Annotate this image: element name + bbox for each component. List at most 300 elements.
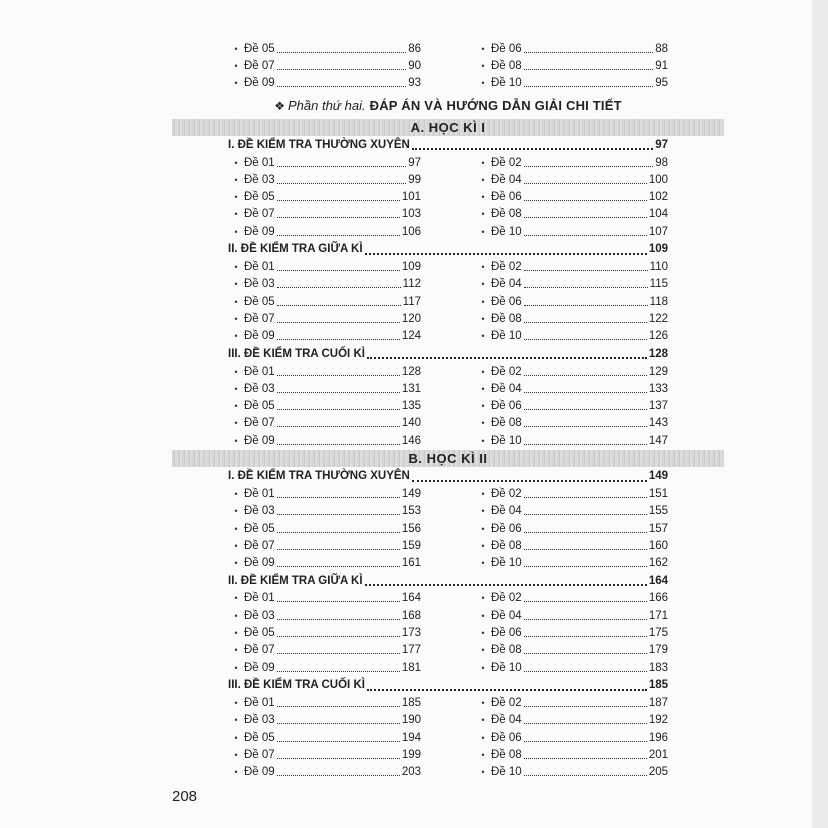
bullet-icon: •	[234, 435, 238, 446]
entry-page: 95	[655, 77, 668, 90]
part-prefix: Phần thứ hai.	[287, 98, 366, 114]
entry-label: Đề 03	[244, 609, 275, 622]
entry-page: 146	[401, 434, 421, 447]
toc-entry	[475, 191, 668, 203]
entry-page: 153	[401, 505, 421, 518]
entry-label: Đề 03	[244, 382, 275, 395]
bullet-icon: •	[481, 610, 485, 621]
dot-leader	[277, 338, 400, 340]
entry-label: Đề 09	[244, 434, 275, 447]
toc-entry	[228, 505, 421, 517]
toc-row	[228, 310, 668, 327]
toc-row	[228, 293, 668, 310]
entry-label: Đề 03	[244, 173, 275, 186]
bullet-icon: •	[481, 60, 485, 71]
entry-label: Đề 09	[244, 557, 275, 570]
bullet-icon: •	[234, 78, 238, 89]
toc-entry	[475, 505, 668, 517]
entry-page: 199	[401, 748, 421, 761]
entry-label: Đề 08	[491, 208, 522, 221]
entry-label: Đề 04	[491, 278, 522, 291]
entry-page: 173	[401, 627, 421, 640]
entry-label: Đề 01	[244, 156, 275, 169]
entry-page: 196	[648, 731, 668, 744]
toc-row	[228, 520, 668, 537]
entry-page: 205	[648, 766, 668, 779]
bullet-icon: •	[481, 697, 485, 708]
entry-page: 86	[408, 42, 421, 55]
bullet-icon: •	[234, 331, 238, 342]
dot-leader	[524, 705, 647, 707]
dot-leader	[277, 51, 407, 53]
entry-label: Đề 05	[244, 522, 275, 535]
bullet-icon: •	[481, 157, 485, 168]
entry-label: Đề 06	[491, 191, 522, 204]
entry-page: 181	[401, 661, 421, 674]
bullet-icon: •	[481, 78, 485, 89]
section-page: 128	[648, 347, 668, 360]
bullet-icon: •	[481, 279, 485, 290]
dot-leader	[524, 182, 647, 184]
entry-page: 192	[648, 714, 668, 727]
entry-page: 185	[401, 696, 421, 709]
entry-page: 124	[401, 330, 421, 343]
toc-entry	[228, 296, 421, 308]
toc-entry	[228, 610, 421, 622]
section-heading	[228, 136, 668, 154]
entry-label: Đề 10	[491, 225, 522, 238]
dot-leader	[524, 374, 647, 376]
toc-row	[228, 206, 668, 223]
entry-label: Đề 05	[244, 627, 275, 640]
entry-page: 115	[649, 278, 668, 291]
bullet-icon: •	[481, 313, 485, 324]
toc-row	[228, 75, 668, 92]
toc-row	[228, 328, 668, 345]
entry-label: Đề 02	[491, 261, 522, 274]
entry-page: 109	[401, 261, 421, 274]
entry-page: 166	[648, 592, 668, 605]
entry-page: 117	[402, 295, 421, 308]
section-heading	[228, 676, 668, 694]
dot-leader	[524, 304, 648, 306]
bullet-icon: •	[234, 192, 238, 203]
entry-label: Đề 10	[491, 330, 522, 343]
entry-label: Đề 09	[244, 661, 275, 674]
dot-leader	[524, 425, 647, 427]
entry-page: 129	[648, 365, 668, 378]
dot-leader	[524, 408, 647, 410]
entry-label: Đề 08	[491, 59, 522, 72]
entry-label: Đề 06	[491, 522, 522, 535]
entry-label: Đề 05	[244, 400, 275, 413]
section-title: I. ĐỀ KIỂM TRA THƯỜNG XUYÊN	[228, 138, 410, 151]
toc-row	[228, 57, 668, 74]
toc-entry	[228, 662, 421, 674]
bullet-icon: •	[481, 366, 485, 377]
entry-label: Đề 02	[491, 487, 522, 500]
dot-leader	[524, 757, 647, 759]
entry-page: 187	[648, 696, 668, 709]
dot-leader	[524, 234, 647, 236]
dot-leader	[277, 304, 401, 306]
bullet-icon: •	[481, 209, 485, 220]
dot-leader	[412, 147, 653, 150]
dot-leader	[277, 165, 407, 167]
toc-entry	[475, 557, 668, 569]
toc-entry	[228, 540, 421, 552]
dot-leader	[524, 565, 647, 567]
toc-entry	[228, 77, 421, 89]
entry-page: 157	[648, 522, 668, 535]
toc-row	[228, 485, 668, 502]
bullet-icon: •	[481, 662, 485, 673]
toc-entry	[475, 749, 668, 761]
dot-leader	[277, 652, 400, 654]
toc-row	[228, 729, 668, 746]
bullet-icon: •	[234, 715, 238, 726]
toc-entry	[475, 174, 668, 186]
section-page: 149	[648, 470, 668, 483]
entry-page: 159	[401, 539, 421, 552]
section-heading	[228, 345, 668, 363]
bullet-icon: •	[234, 593, 238, 604]
dot-leader	[277, 216, 400, 218]
entry-label: Đề 09	[244, 77, 275, 90]
entry-page: 103	[401, 208, 421, 221]
entry-label: Đề 04	[491, 382, 522, 395]
part-main-title: ĐÁP ÁN VÀ HƯỚNG DẪN GIẢI CHI TIẾT	[369, 98, 622, 114]
toc-entry	[475, 278, 668, 290]
bullet-icon: •	[481, 540, 485, 551]
dot-leader	[524, 216, 647, 218]
toc-row	[228, 694, 668, 711]
toc-entry	[475, 662, 668, 674]
dot-leader	[524, 85, 654, 87]
dot-leader	[524, 496, 647, 498]
toc-entry	[475, 714, 668, 726]
toc-entry	[228, 749, 421, 761]
toc-entry	[228, 488, 421, 500]
entry-label: Đề 07	[244, 208, 275, 221]
toc-row	[228, 624, 668, 641]
dot-leader	[277, 286, 401, 288]
dot-leader	[524, 321, 647, 323]
toc-entry	[475, 523, 668, 535]
entry-label: Đề 08	[491, 644, 522, 657]
page-number: 208	[172, 788, 198, 805]
bullet-icon: •	[481, 645, 485, 656]
dot-leader	[277, 374, 400, 376]
toc-row	[228, 746, 668, 763]
entry-page: 149	[401, 487, 421, 500]
bullet-icon: •	[234, 157, 238, 168]
entry-label: Đề 06	[491, 400, 522, 413]
entry-page: 131	[401, 382, 421, 395]
dot-leader	[277, 321, 400, 323]
dot-leader	[277, 774, 400, 776]
entry-label: Đề 06	[491, 42, 522, 55]
toc-row	[228, 188, 668, 205]
bullet-icon: •	[234, 732, 238, 743]
dot-leader	[524, 338, 647, 340]
toc-entry	[475, 417, 668, 429]
part-title	[228, 94, 668, 118]
entry-page: 156	[401, 522, 421, 535]
toc-entry	[228, 714, 421, 726]
bullet-icon: •	[481, 523, 485, 534]
dot-leader	[277, 600, 400, 602]
section-page: 109	[648, 243, 668, 256]
entry-page: 168	[401, 609, 421, 622]
diamond-icon: ❖	[274, 98, 285, 113]
entry-page: 143	[648, 417, 668, 430]
dot-leader	[524, 548, 647, 550]
toc-entry	[228, 435, 421, 447]
toc-entry	[475, 400, 668, 412]
toc-row	[228, 503, 668, 520]
bullet-icon: •	[481, 732, 485, 743]
entry-page: 137	[648, 400, 668, 413]
entry-page: 171	[648, 609, 668, 622]
bullet-icon: •	[481, 226, 485, 237]
bullet-icon: •	[234, 366, 238, 377]
toc-entry	[475, 383, 668, 395]
entry-label: Đề 06	[491, 627, 522, 640]
dot-leader	[524, 635, 647, 637]
entry-page: 93	[408, 77, 421, 90]
bullet-icon: •	[234, 645, 238, 656]
dot-leader	[277, 740, 400, 742]
section-page: 97	[655, 138, 668, 151]
entry-label: Đề 10	[491, 77, 522, 90]
entry-page: 122	[648, 312, 668, 325]
toc-entry	[475, 226, 668, 238]
toc-entry	[475, 627, 668, 639]
bullet-icon: •	[234, 279, 238, 290]
entry-page: 194	[401, 731, 421, 744]
toc-entry	[228, 43, 421, 55]
bullet-icon: •	[481, 331, 485, 342]
dot-leader	[524, 774, 647, 776]
toc-row	[228, 154, 668, 171]
dot-leader	[277, 705, 400, 707]
entry-page: 203	[401, 766, 421, 779]
bullet-icon: •	[234, 558, 238, 569]
toc-entry	[475, 766, 668, 778]
dot-leader	[524, 199, 647, 201]
bullet-icon: •	[234, 628, 238, 639]
bullet-icon: •	[234, 313, 238, 324]
dot-leader	[524, 443, 647, 445]
entry-page: 97	[408, 156, 421, 169]
entry-page: 120	[401, 312, 421, 325]
entry-page: 101	[401, 191, 421, 204]
entry-page: 110	[649, 261, 668, 274]
toc-entry	[475, 330, 668, 342]
entry-page: 106	[401, 225, 421, 238]
bullet-icon: •	[481, 506, 485, 517]
entry-label: Đề 07	[244, 748, 275, 761]
bullet-icon: •	[234, 749, 238, 760]
bullet-icon: •	[234, 60, 238, 71]
bullet-icon: •	[234, 488, 238, 499]
bullet-icon: •	[234, 610, 238, 621]
toc-entry	[228, 191, 421, 203]
toc-entry	[475, 157, 668, 169]
bullet-icon: •	[481, 418, 485, 429]
entry-page: 160	[648, 539, 668, 552]
toc-entry	[475, 592, 668, 604]
entry-label: Đề 08	[491, 417, 522, 430]
bullet-icon: •	[481, 488, 485, 499]
toc-row	[228, 764, 668, 781]
entry-label: Đề 06	[491, 731, 522, 744]
bullet-icon: •	[481, 767, 485, 778]
toc-entry	[475, 313, 668, 325]
dot-leader	[277, 234, 400, 236]
toc-entry	[228, 60, 421, 72]
entry-label: Đề 04	[491, 714, 522, 727]
bullet-icon: •	[481, 435, 485, 446]
toc-entry	[475, 540, 668, 552]
section-title: I. ĐỀ KIỂM TRA THƯỜNG XUYÊN	[228, 470, 410, 483]
toc-entry	[228, 278, 421, 290]
bullet-icon: •	[481, 593, 485, 604]
entry-label: Đề 05	[244, 191, 275, 204]
toc-entry	[228, 697, 421, 709]
entry-page: 100	[648, 173, 668, 186]
bullet-icon: •	[234, 226, 238, 237]
toc-row	[228, 659, 668, 676]
dot-leader	[412, 479, 647, 482]
entry-page: 128	[401, 365, 421, 378]
term-heading	[172, 450, 724, 467]
entry-label: Đề 02	[491, 156, 522, 169]
section-title: II. ĐỀ KIỂM TRA GIỮA KÌ	[228, 574, 363, 587]
entry-page: 162	[648, 557, 668, 570]
dot-leader	[277, 548, 400, 550]
toc-entry	[228, 157, 421, 169]
entry-page: 147	[648, 434, 668, 447]
dot-leader	[277, 757, 400, 759]
toc-entry	[228, 208, 421, 220]
dot-leader	[524, 68, 654, 70]
entry-page: 107	[648, 225, 668, 238]
toc-entry	[228, 313, 421, 325]
dot-leader	[277, 496, 400, 498]
entry-label: Đề 04	[491, 609, 522, 622]
bullet-icon: •	[481, 43, 485, 54]
entry-page: 135	[401, 400, 421, 413]
dot-leader	[277, 635, 400, 637]
dot-leader	[524, 722, 647, 724]
bullet-icon: •	[234, 506, 238, 517]
dot-leader	[367, 356, 647, 359]
bullet-icon: •	[234, 43, 238, 54]
toc-entry	[475, 644, 668, 656]
section-heading	[228, 240, 668, 258]
dot-leader	[277, 565, 400, 567]
section-title: II. ĐỀ KIỂM TRA GIỮA KÌ	[228, 243, 363, 256]
entry-label: Đề 01	[244, 365, 275, 378]
toc-entry	[475, 261, 668, 273]
toc-row	[228, 363, 668, 380]
dot-leader	[277, 408, 400, 410]
dot-leader	[365, 252, 647, 255]
entry-label: Đề 02	[491, 365, 522, 378]
dot-leader	[277, 443, 400, 445]
entry-label: Đề 01	[244, 487, 275, 500]
toc-entry	[475, 697, 668, 709]
toc-entry	[228, 330, 421, 342]
dot-leader	[277, 531, 400, 533]
toc-entry	[228, 417, 421, 429]
entry-label: Đề 01	[244, 261, 275, 274]
bullet-icon: •	[234, 540, 238, 551]
entry-label: Đề 08	[491, 312, 522, 325]
toc-entry	[228, 261, 421, 273]
toc-entry	[475, 435, 668, 447]
toc-entry	[228, 766, 421, 778]
entry-page: 102	[648, 191, 668, 204]
section-heading	[228, 467, 668, 485]
entry-page: 140	[401, 417, 421, 430]
bullet-icon: •	[234, 697, 238, 708]
bullet-icon: •	[481, 558, 485, 569]
dot-leader	[524, 165, 654, 167]
entry-label: Đề 08	[491, 539, 522, 552]
toc-entry	[475, 77, 668, 89]
dot-leader	[277, 68, 407, 70]
toc-row	[228, 590, 668, 607]
toc-entry	[228, 592, 421, 604]
bullet-icon: •	[481, 401, 485, 412]
dot-leader	[524, 618, 647, 620]
bullet-icon: •	[234, 767, 238, 778]
toc-entry	[228, 557, 421, 569]
entry-label: Đề 03	[244, 714, 275, 727]
section-page: 164	[648, 574, 668, 587]
entry-label: Đề 07	[244, 417, 275, 430]
entry-page: 98	[655, 156, 668, 169]
entry-page: 201	[648, 748, 668, 761]
entry-page: 99	[408, 173, 421, 186]
entry-label: Đề 09	[244, 330, 275, 343]
toc-entry	[475, 208, 668, 220]
entry-label: Đề 06	[491, 295, 522, 308]
toc-entry	[228, 400, 421, 412]
dot-leader	[277, 199, 400, 201]
toc-row	[228, 380, 668, 397]
entry-page: 126	[648, 330, 668, 343]
toc-row	[228, 537, 668, 554]
toc-entry	[228, 644, 421, 656]
entry-page: 151	[648, 487, 668, 500]
dot-leader	[277, 182, 407, 184]
entry-label: Đề 07	[244, 312, 275, 325]
entry-page: 175	[648, 627, 668, 640]
entry-label: Đề 07	[244, 539, 275, 552]
entry-page: 104	[648, 208, 668, 221]
toc-row	[228, 642, 668, 659]
entry-page: 161	[401, 557, 421, 570]
dot-leader	[277, 269, 400, 271]
entry-page: 183	[648, 661, 668, 674]
term-title: A. HỌC KÌ I	[410, 119, 486, 135]
toc-entry	[475, 60, 668, 72]
entry-label: Đề 07	[244, 644, 275, 657]
